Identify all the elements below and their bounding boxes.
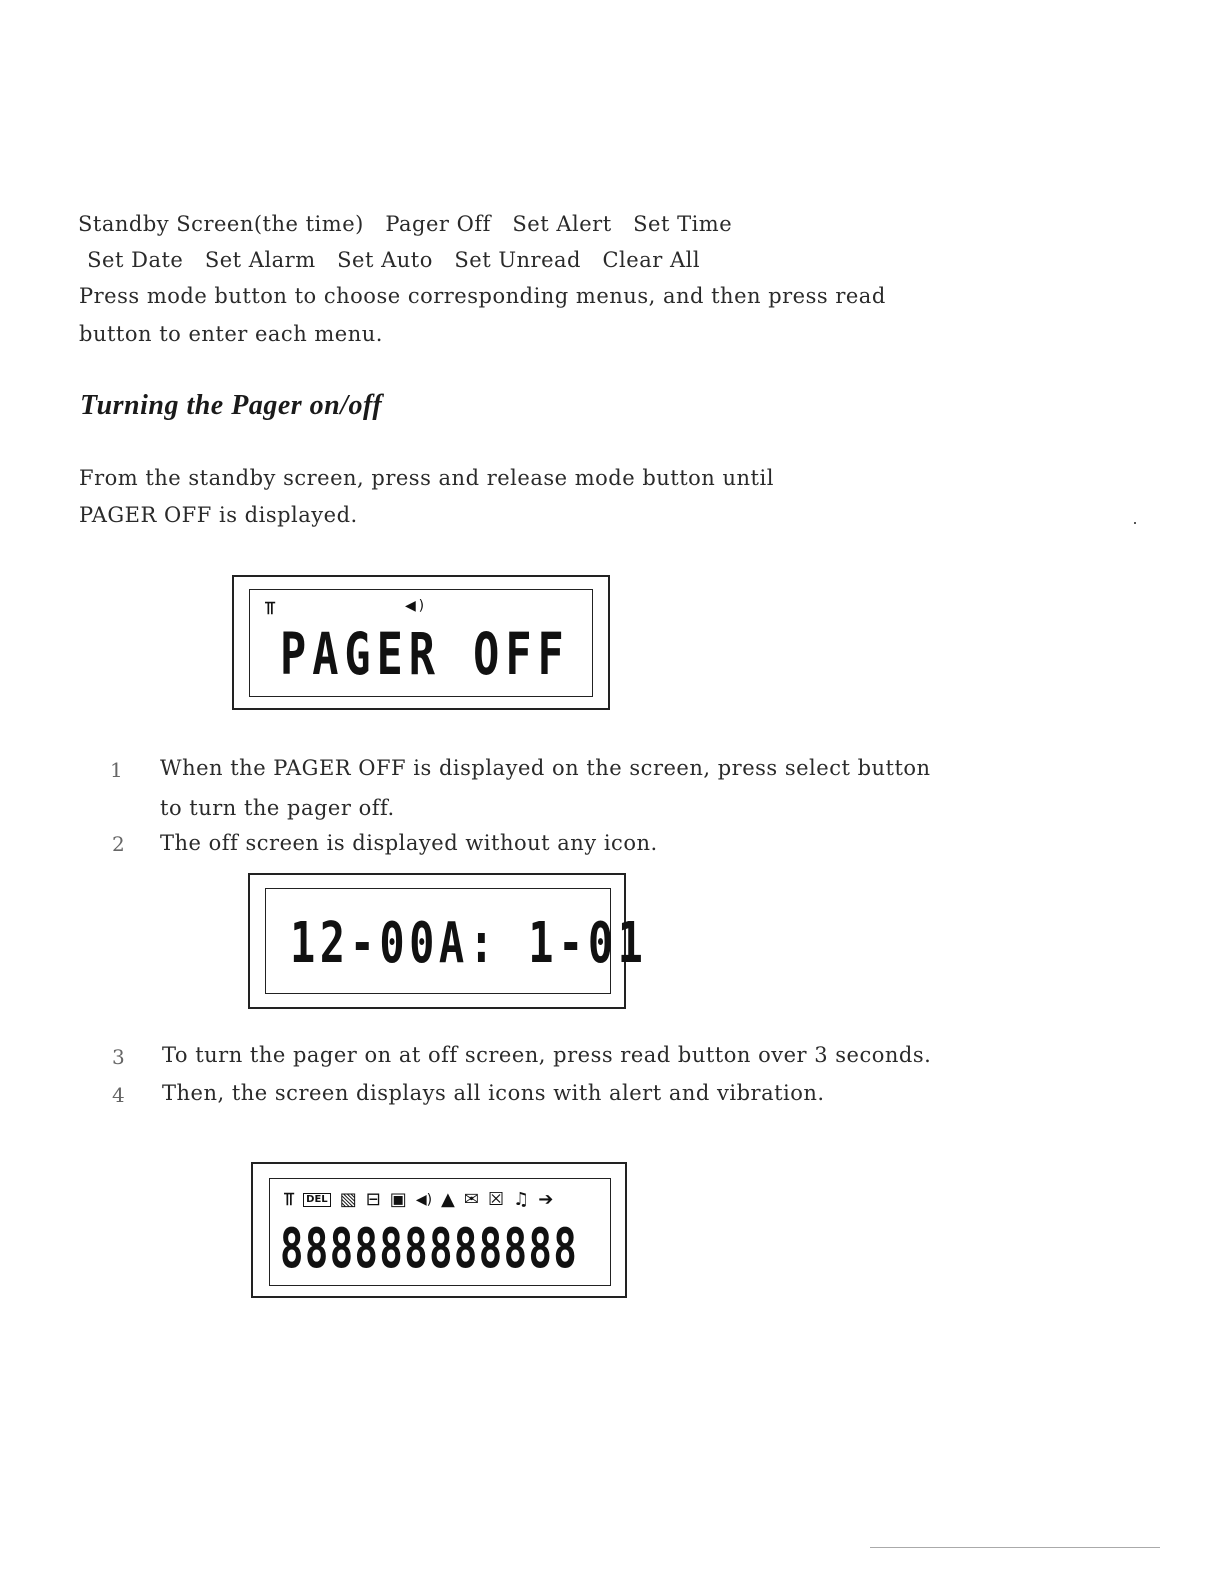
step-2-line-1: The off screen is displayed without any icon. bbox=[160, 831, 658, 855]
step-1-line-1: When the PAGER OFF is displayed on the screen, press select button bbox=[160, 756, 931, 780]
music-note-icon: ♫ bbox=[513, 1189, 530, 1210]
section-title: Turning the Pager on/off bbox=[80, 390, 383, 421]
scan-dot bbox=[1134, 522, 1136, 524]
lcd-icon-row bbox=[284, 1189, 553, 1210]
lcd-pager-off-screen bbox=[249, 589, 593, 697]
antenna-icon: ⫪ bbox=[284, 1189, 295, 1210]
step-1-number: 1 bbox=[110, 758, 123, 782]
delete-icon: DEL bbox=[303, 1193, 331, 1207]
lock-icon: ▣ bbox=[389, 1189, 407, 1210]
lcd-off-screen-display bbox=[265, 888, 648, 994]
speaker-icon: ◀) bbox=[415, 1191, 433, 1208]
scan-artifact bbox=[870, 1547, 1160, 1548]
step-3-line-1: To turn the pager on at off screen, press read button over 3 seconds. bbox=[162, 1043, 932, 1067]
intro-line-2: PAGER OFF is displayed. bbox=[79, 503, 358, 527]
lcd-pager-off bbox=[232, 575, 610, 710]
menu-line-2: Set Date Set Alarm Set Auto Set Unread Clear All bbox=[80, 248, 701, 272]
lcd-all-icons bbox=[251, 1162, 627, 1298]
intro-line-1: From the standby screen, press and release mode button until bbox=[79, 466, 774, 490]
arrow-right-icon: ➔ bbox=[538, 1189, 554, 1210]
menu-line-4: button to enter each menu. bbox=[79, 322, 383, 346]
step-1-line-2: to turn the pager off. bbox=[160, 796, 395, 820]
antenna-icon: ⫪ bbox=[265, 598, 276, 619]
speaker-icon: ◀ ) bbox=[405, 598, 425, 614]
memory-icon: ▧ bbox=[339, 1189, 357, 1210]
lcd-off-screen bbox=[248, 873, 648, 1009]
envelope-icon: ✉ bbox=[463, 1189, 479, 1210]
lcd-time-text: 12-00A: 1-01 bbox=[290, 911, 648, 976]
step-3-number: 3 bbox=[112, 1045, 125, 1069]
step-4-line-1: Then, the screen displays all icons with alert and vibration. bbox=[162, 1081, 825, 1105]
menu-line-1: Standby Screen(the time) Pager Off Set Alert Set Time bbox=[78, 212, 733, 236]
protect-icon: ⊟ bbox=[365, 1189, 381, 1210]
lcd-pager-off-text: PAGER OFF bbox=[280, 620, 570, 688]
lcd-all-icons-display bbox=[269, 1178, 611, 1286]
lcd-all-segments: 888888888888 bbox=[280, 1217, 579, 1280]
step-2-number: 2 bbox=[112, 832, 125, 856]
bell-icon: ▲ bbox=[441, 1189, 455, 1210]
step-4-number: 4 bbox=[112, 1083, 125, 1107]
menu-line-3: Press mode button to choose corresponding menus, and then press read bbox=[79, 284, 886, 308]
envelope-x-icon: ☒ bbox=[487, 1189, 505, 1210]
